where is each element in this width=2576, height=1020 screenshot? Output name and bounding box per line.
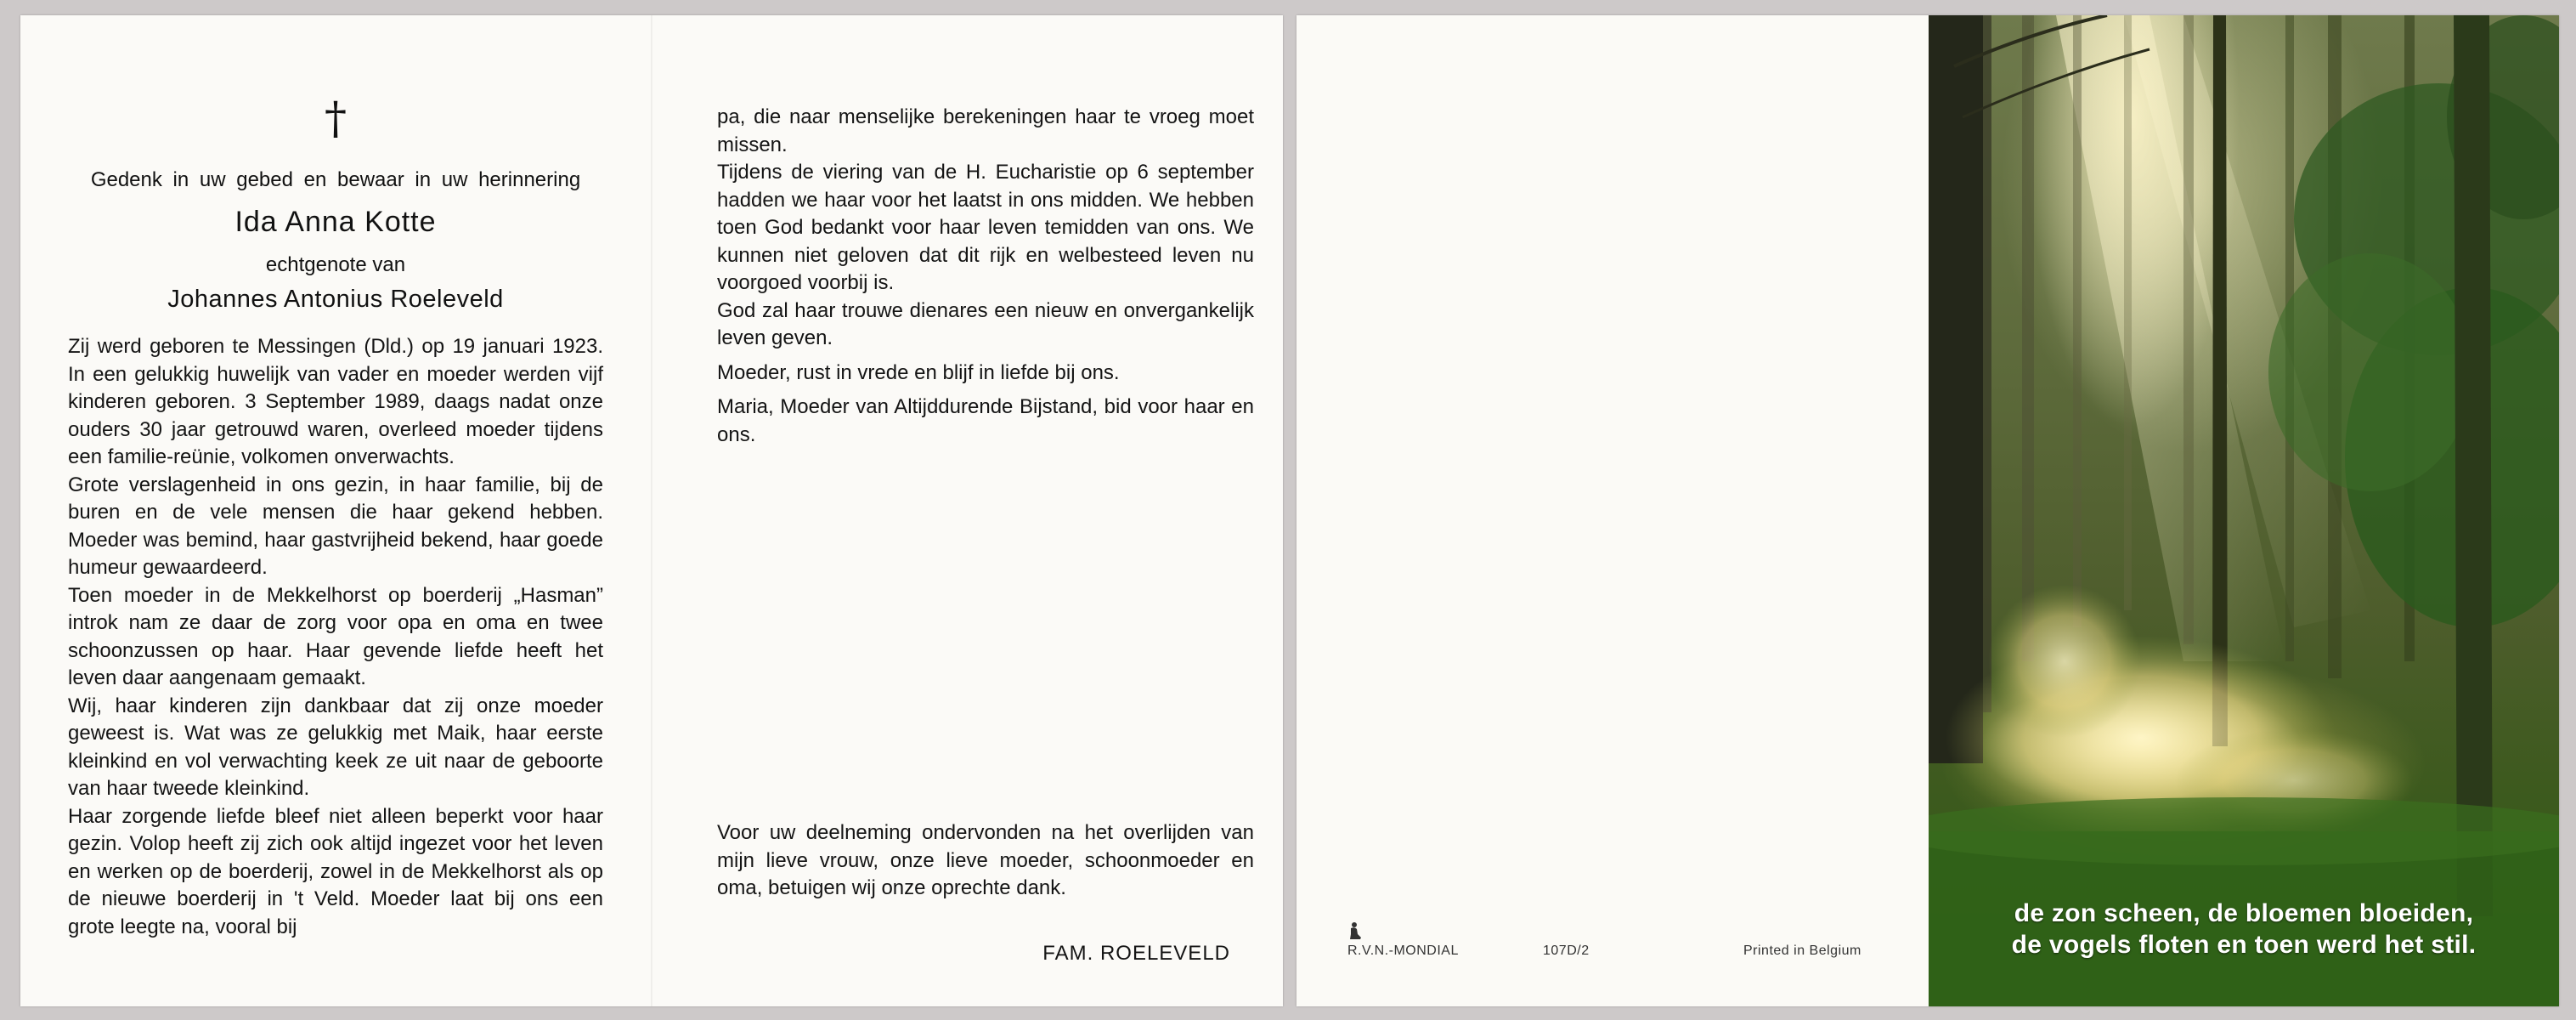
kneeling-figure-icon	[1346, 921, 1363, 940]
thanks-text: Voor uw deelneming ondervonden na het overlijden van mijn lieve vrouw, onze lieve moeder, schoonmoeder en oma, betuigen wij onze oprechte dank.	[717, 821, 1254, 899]
prayer-line: Gedenk in uw gebed en bewaar in uw herinnering	[90, 168, 581, 191]
publisher-imprint: R.V.N.-MONDIAL	[1347, 944, 1459, 958]
obituary-text-column-1	[68, 333, 603, 941]
forest-photo	[1929, 15, 2559, 1006]
spouse-name: Johannes Antonius Roeleveld	[167, 286, 504, 313]
paragraph: Grote verslagenheid in ons gezin, in haar familie, bij de buren en de vele mensen die haar gekend hebben. Moeder was bemind, haar gastvrijheid bekend, haar goede humeur gewaardeerd.	[68, 473, 603, 579]
back-panel	[1296, 15, 1929, 1006]
printed-in: Printed in Belgium	[1743, 944, 1861, 958]
paragraph: Zij werd geboren te Messingen (Dld.) op 19 januari 1923. In een gelukkig huwelijk van vader en moeder werden vijf kinderen geboren. 3 September 1989, daags nadat onze ouders 30 jaar getrouwd waren, overleed moeder tijdens een familie-reünie, volkomen onverwachts.	[68, 335, 603, 468]
deceased-name: Ida Anna Kotte	[234, 206, 437, 238]
paragraph: Tijdens de viering van de H. Eucharistie op 6 september hadden we haar voor het laatst in ons midden. We hebben toen God bedankt voor haar leven temidden van ons. We kunnen niet geloven dat dit rijk en welbesteed leven nu voorgoed voorbij is.	[717, 161, 1254, 294]
card-inside-sheet	[20, 15, 1283, 1006]
paragraph: Wij, haar kinderen zijn dankbaar dat zij onze moeder geweest is. Wat was ze gelukkig met Maik, haar eerste kleinkind en vol verwachting keek ze uit naar de geboorte van haar tweede kleinkind.	[68, 694, 603, 800]
paragraph: Moeder, rust in vrede en blijf in liefde bij ons.	[717, 360, 1120, 384]
forest-illustration	[1929, 15, 2559, 1006]
obituary-text-column-2	[717, 104, 1254, 449]
photo-caption-line-2: de vogels floten en toen werd het stil.	[2011, 931, 2477, 959]
family-signature: FAM. ROELEVELD	[1042, 942, 1230, 965]
cross-icon: †	[325, 94, 347, 144]
paragraph: Maria, Moeder van Altijddurende Bijstand, bid voor haar en ons.	[717, 395, 1254, 446]
spouse-of-label: echtgenote van	[265, 253, 406, 276]
photo-caption-line-1: de zon scheen, de bloemen bloeiden,	[2014, 899, 2474, 927]
paragraph: pa, die naar menselijke berekeningen haar te vroeg moet missen.	[717, 105, 1254, 156]
paragraph: Haar zorgende liefde bleef niet alleen beperkt voor haar gezin. Volop heeft zij zich ook altijd ingezet voor het leven en werken op de boerderij, zowel in de Mekkelhorst als op de nieuwe boerderij in 't Veld. Moeder laat bij ons een grote leegte na, vooral bij	[68, 804, 603, 938]
card-outside-sheet	[1296, 15, 2559, 1006]
paragraph: Toen moeder in de Mekkelhorst op boerderij „Hasman” introk nam ze daar de zorg voor opa en oma en twee schoonzussen op haar. Haar gevende liefde heeft het leven daar aangenaam gemaakt.	[68, 583, 603, 689]
panel-obituary	[20, 15, 651, 1006]
card-code: 107D/2	[1543, 944, 1590, 958]
paragraph: God zal haar trouwe dienares een nieuw en onvergankelijk leven geven.	[717, 298, 1254, 349]
panel-continuation	[652, 15, 1283, 1006]
